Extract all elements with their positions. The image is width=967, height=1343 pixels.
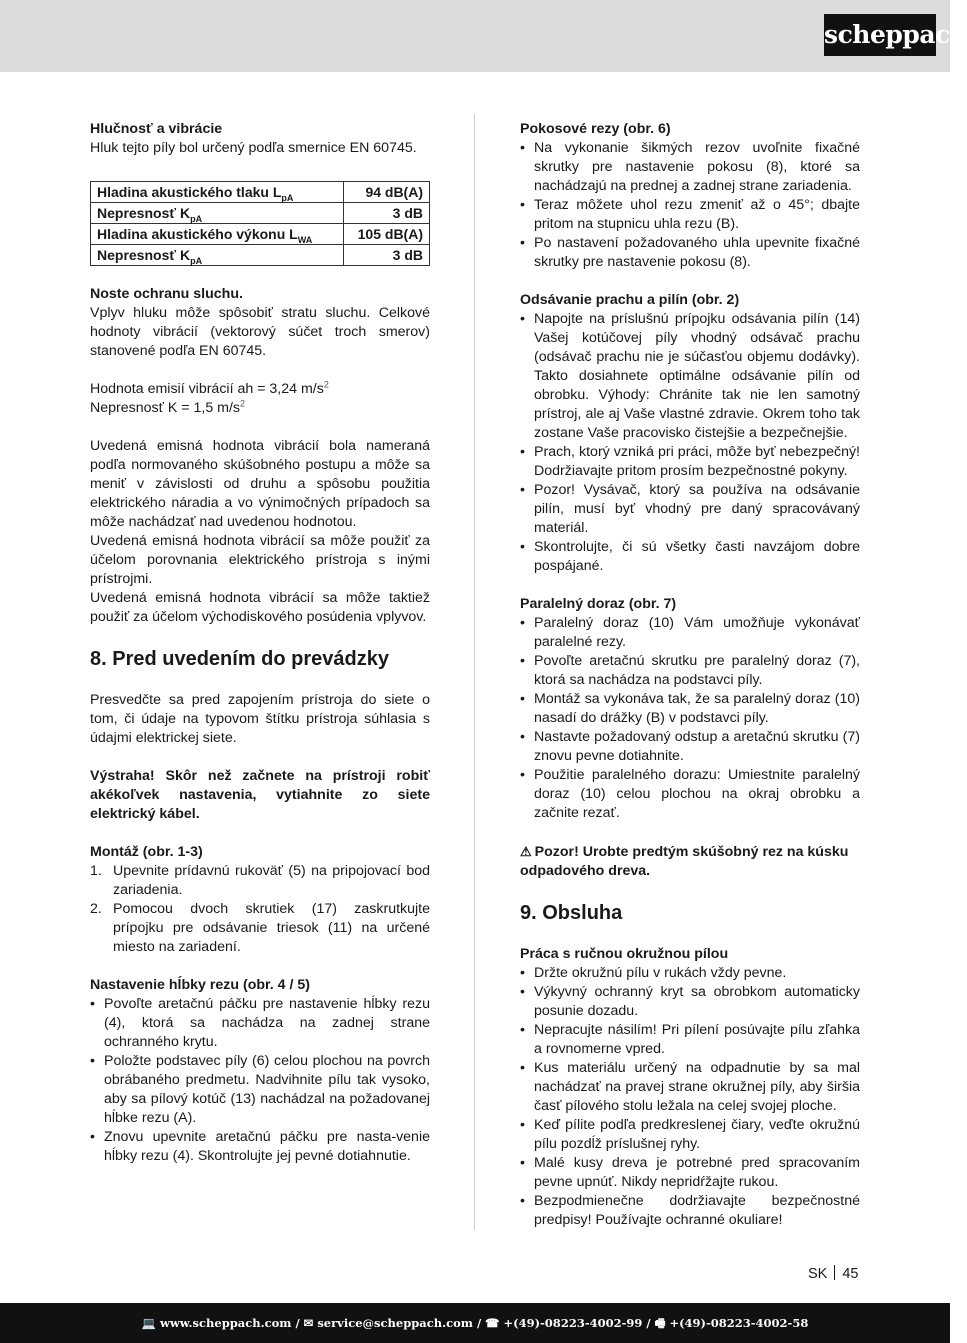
list-item	[90, 862, 430, 900]
section-9-title: 9. Obsluha	[520, 902, 623, 924]
subscript: pA	[190, 213, 203, 224]
warning-triangle-icon: ⚠	[520, 844, 532, 859]
vibration-uncertainty	[90, 399, 430, 418]
column-divider	[474, 114, 475, 1230]
superscript: 2	[323, 379, 329, 390]
list-item: • Nastavte požadovaný odstup a aretačnú skrutku (7) znovu pevne dotiahnite.	[520, 728, 860, 766]
list-item: • Povoľte aretačnú páčku pre nastavenie hĺbky rezu (4), ktorá sa nachádza na zadnej strane ochranného krytu.	[90, 995, 430, 1052]
left-column	[90, 120, 430, 1166]
list-item: • Nepracujte násilím! Pri pílení posúvajte pílu zľahka a rovnomerne vpred.	[520, 1021, 860, 1059]
miter-heading: Pokosové rezy (obr. 6)	[520, 121, 671, 137]
list-item: • Znovu upevnite aretačnú páčku pre nasta-venie hĺbky rezu (4). Skontrolujte jej pevné dotiahnutie.	[90, 1128, 430, 1166]
header-band	[0, 0, 950, 72]
list-item: • Keď pílite podľa predkreslenej čiary, veďte okružnú pílu pozdĺž príslušnej ryhy.	[520, 1116, 860, 1154]
caution-text: Pozor! Urobte predtým skúšobný rez na kúsku odpadového dreva.	[520, 844, 849, 879]
label-text: Nepresnosť K	[97, 247, 191, 263]
subscript: pA	[190, 255, 203, 266]
envelope-icon: ✉	[303, 1316, 314, 1330]
subscript: WA	[297, 234, 313, 245]
list-item: • Použitie paralelného dorazu: Umiestnite paralelný doraz (10) celou plochou na okraj obrobku a začnite rezať.	[520, 766, 860, 823]
phone-icon: ☎	[485, 1316, 500, 1330]
dust-list	[520, 310, 860, 576]
table-cell-value: 94 dB(A)	[344, 182, 430, 203]
list-item: • Kus materiálu určený na odpadnutie by sa mal nachádzať na pravej strane okružnej píly, aby širšia časť pílového stolu ležala na celej svojej ploche.	[520, 1059, 860, 1116]
list-item: • Povoľte aretačnú skrutku pre paralelný doraz (7), ktorá sa nachádza na podstavci píly.	[520, 652, 860, 690]
list-item	[90, 900, 430, 957]
operation-list	[520, 964, 860, 1230]
noise-heading: Hlučnosť a vibrácie	[90, 121, 223, 137]
footer-phone: +(49)-08223-4002-99	[503, 1316, 643, 1330]
depth-heading: Nastavenie hĺbky rezu (obr. 4 / 5)	[90, 977, 310, 993]
label-text: Hladina akustického tlaku L	[97, 184, 282, 200]
label-text: Nepresnosť K	[97, 205, 191, 221]
list-item: • Po nastavení požadovaného uhla upevnite fixačné skrutky pre nastavenie pokosu (8).	[520, 234, 860, 272]
noise-table	[90, 181, 430, 266]
language-code: SK	[808, 1266, 828, 1282]
table-cell-value: 3 dB	[344, 203, 430, 224]
list-item: • Malé kusy dreva je potrebné pred spracovaním pevne upnúť. Nikdy nepridŕžajte rukou.	[520, 1154, 860, 1192]
table-cell-label	[91, 203, 344, 224]
list-item: • Teraz môžete uhol rezu zmeniť až o 45°; dbajte pritom na stupnicu uhla rezu (B).	[520, 196, 860, 234]
noise-intro: Hluk tejto píly bol určený podľa smernice EN 60745.	[90, 140, 417, 156]
uncertainty-text: Nepresnosť K = 1,5 m/s	[90, 400, 241, 416]
footer-website[interactable]: www.scheppach.com	[160, 1316, 292, 1330]
list-item: • Montáž sa vykonáva tak, že sa paralelný doraz (10) nasadí do drážky (B) v podstavci píly.	[520, 690, 860, 728]
subscript: pA	[281, 192, 294, 203]
depth-list	[90, 995, 430, 1166]
scheppach-logo: scheppach	[824, 14, 936, 56]
list-item: • Bezpodmienečne dodržiavajte bezpečnostné predpisy! Používajte ochranné okuliare!	[520, 1192, 860, 1230]
table-cell-label	[91, 224, 344, 245]
computer-icon: 💻	[141, 1316, 156, 1330]
vibration-paragraph-3: Uvedená emisná hodnota vibrácií sa môže taktiež použiť za účelom východiskového posúdenia vplyvov.	[90, 590, 430, 625]
list-item: • Držte okružnú pílu v rukách vždy pevne.	[520, 964, 860, 983]
footer-fax: +(49)-08223-4002-58	[669, 1316, 809, 1330]
table-cell-label	[91, 182, 344, 203]
fence-heading: Paralelný doraz (obr. 7)	[520, 596, 677, 612]
hearing-text: Vplyv hluku môže spôsobiť stratu sluchu. Celkové hodnoty vibrácií (vektorový súčet troch smerov) stanovené podľa EN 60745.	[90, 305, 430, 359]
label-text: Hladina akustického výkonu L	[97, 226, 298, 242]
warning-text: Výstraha! Skôr než začnete na prístroji robiť akékoľvek nastavenia, vytiahnite zo siete elektrický kábel.	[90, 768, 430, 822]
list-item: • Skontrolujte, či sú všetky časti navzájom dobre pospájané.	[520, 538, 860, 576]
vibration-paragraph-2: Uvedená emisná hodnota vibrácií sa môže použiť za účelom porovnania elektrického prístroja s inými prístrojmi.	[90, 533, 430, 587]
table-cell-value: 3 dB	[344, 245, 430, 266]
superscript: 2	[240, 398, 246, 409]
list-item: • Napojte na príslušnú prípojku odsávania pilín (14) Vašej kotúčovej píly vhodný odsávač prachu (odsávač prachu nie je súčasťou objemu dodávky). Takto dosiahnete optimálne odsávanie pilín od obrobku. Výhody: Chránite tak nie len samotný prístroj, ale aj Vaše vlastné zdravie. Okrem toho tak zostane Vaše pracovisko čistejšie a bezpečnejšie.	[520, 310, 860, 443]
list-item: • Prach, ktorý vzniká pri práci, môže byť nebezpečný! Dodržiavajte pritom prosím bezpečnostné pokyny.	[520, 443, 860, 481]
miter-list	[520, 139, 860, 272]
footer-email[interactable]: service@scheppach.com	[317, 1316, 473, 1330]
list-item: • Výkyvný ochranný kryt sa obrobkom automaticky posunie dozadu.	[520, 983, 860, 1021]
dust-heading: Odsávanie prachu a pilín (obr. 2)	[520, 292, 740, 308]
footer-contact-bar: 💻 www.scheppach.com / ✉ service@scheppach.com / ☎ +(49)-08223-4002-99 / 🖷 +(49)-08223-4002-58	[0, 1303, 950, 1343]
vibration-emission	[90, 380, 430, 399]
vibration-paragraph-1: Uvedená emisná hodnota vibrácií bola nameraná podľa normovaného skúšobného postupu a môže sa meniť v závislosti od druhu a spôsobu použitia elektrického náradia a vo výnimočných prípadoch sa môže nachádzať nad uvedenou hodnotou.	[90, 438, 430, 530]
table-row	[91, 182, 430, 203]
emission-text: Hodnota emisií vibrácií ah = 3,24 m/s	[90, 381, 324, 397]
table-row	[91, 245, 430, 266]
right-column	[520, 120, 860, 1230]
fax-icon: 🖷	[654, 1316, 666, 1330]
table-row	[91, 203, 430, 224]
section-8-title: 8. Pred uvedením do prevádzky	[90, 648, 389, 670]
item-number: 1.	[90, 863, 102, 879]
operation-heading: Práca s ručnou okružnou pílou	[520, 946, 729, 962]
page-number-separator	[834, 1265, 835, 1280]
table-cell-value: 105 dB(A)	[344, 224, 430, 245]
list-item: • Na vykonanie šikmých rezov uvoľnite fixačné skrutky pre nastavenie pokosu (8), ktoré sa nachádzajú na prednej a zadnej strane zariadenia.	[520, 139, 860, 196]
list-item: • Položte podstavec píly (6) celou plochou na povrch obrábaného predmetu. Nadvihnite pílu tak vysoko, aby sa pílový kotúč (13) nachádzal na požadovanej hĺbke rezu (A).	[90, 1052, 430, 1128]
item-text: Upevnite prídavnú rukoväť (5) na pripojovací bod zariadenia.	[113, 863, 430, 898]
item-number: 2.	[90, 901, 102, 917]
assembly-heading: Montáž (obr. 1-3)	[90, 844, 203, 860]
table-row	[91, 224, 430, 245]
page-number	[808, 1265, 858, 1282]
page-number-value: 45	[842, 1266, 859, 1282]
table-cell-label	[91, 245, 344, 266]
section-8-text: Presvedčte sa pred zapojením prístroja do siete o tom, či údaje na typovom štítku prístroja súhlasia s údajmi elektrickej siete.	[90, 692, 430, 746]
list-item: • Pozor! Vysávač, ktorý sa používa na odsávanie pilín, musí byť vhodný pre daný spracovávaný materiál.	[520, 481, 860, 538]
caution-paragraph	[520, 842, 860, 881]
fence-list	[520, 614, 860, 823]
list-item: • Paralelný doraz (10) Vám umožňuje vykonávať paralelné rezy.	[520, 614, 860, 652]
assembly-list	[90, 862, 430, 957]
item-text: Pomocou dvoch skrutiek (17) zaskrutkujte prípojku pre odsávanie triesok (11) na určené miesto na zariadení.	[113, 901, 430, 955]
hearing-heading: Noste ochranu sluchu.	[90, 286, 243, 302]
